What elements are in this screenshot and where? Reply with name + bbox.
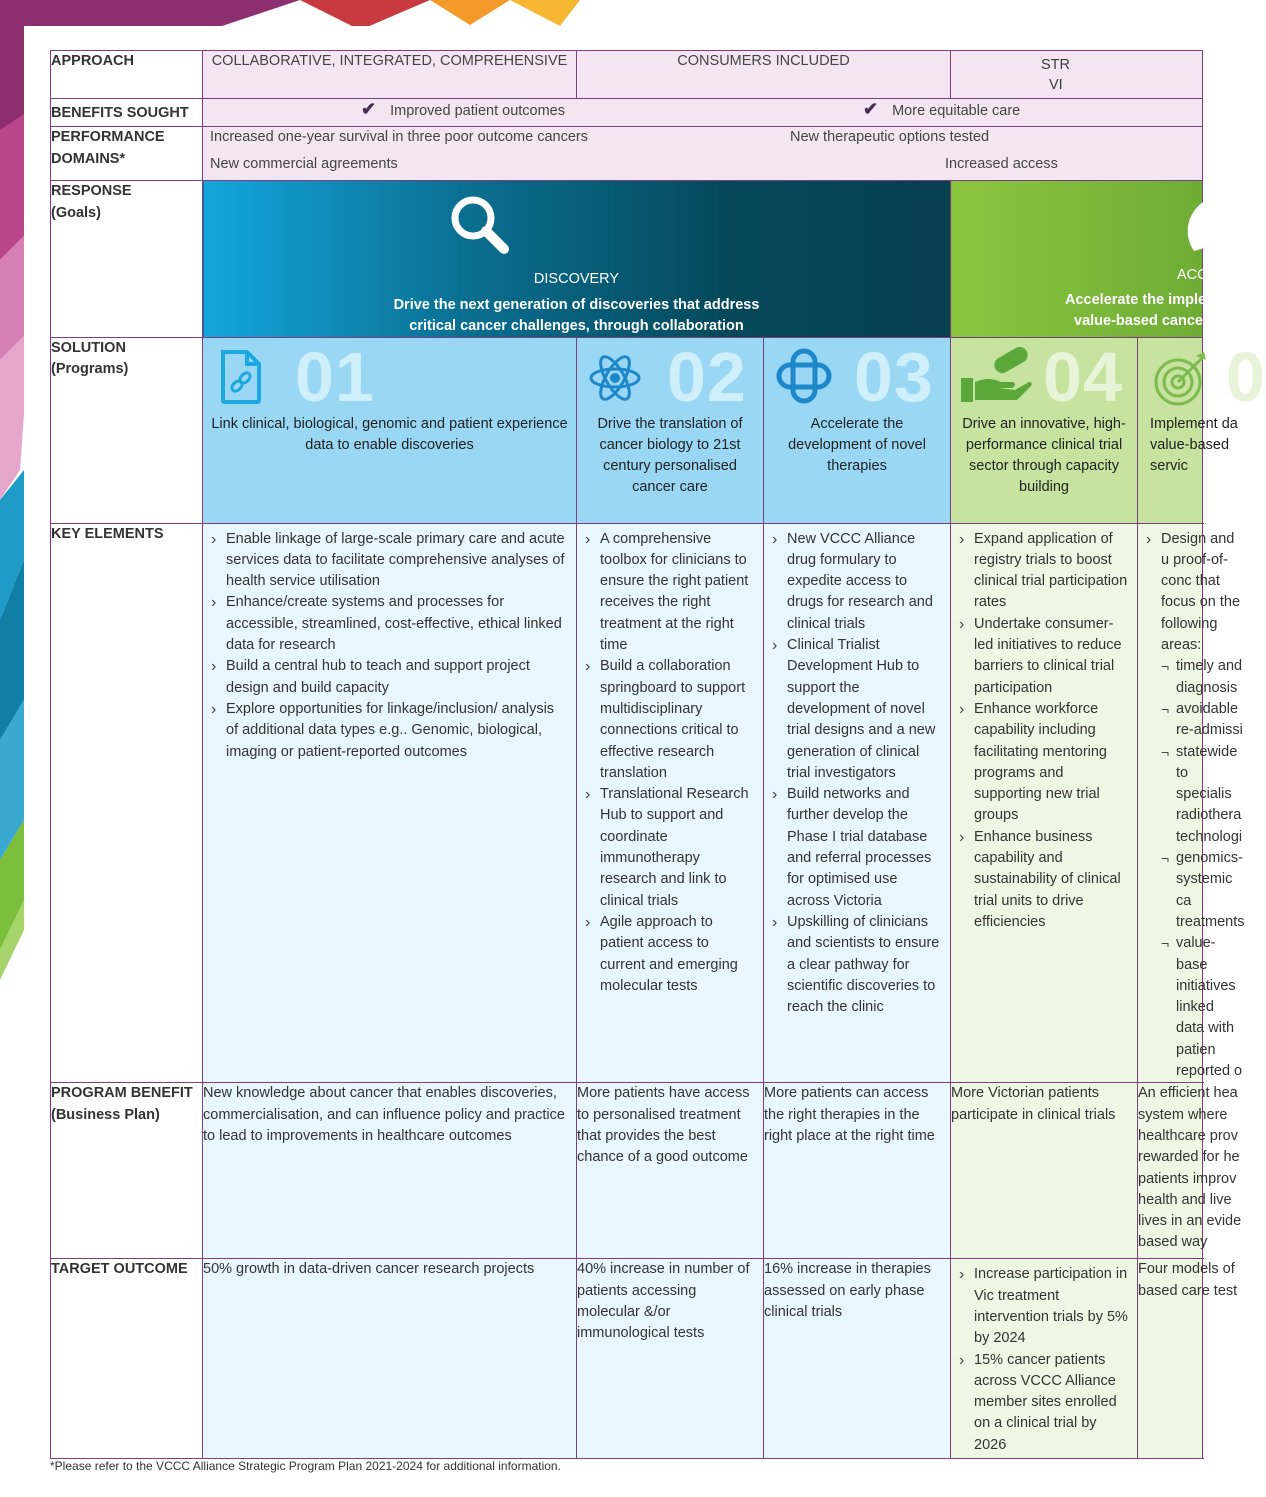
list-item: › Enable linkage of large-scale primary care and acute services data to facilitate comprehensive analyses of health service utilisation	[211, 529, 570, 593]
performance-item: New commercial agreements	[210, 156, 398, 173]
strategy-table	[50, 50, 1266, 1459]
program-benefit-cell: More Victorian patients participate in clinical trials	[951, 1083, 1138, 1259]
program-number: 04	[1043, 337, 1123, 416]
program-benefit-cell: More patients can access the right therapies in the right place at the right time	[764, 1083, 951, 1259]
performance-item: New therapeutic options tested	[790, 129, 990, 146]
document-link-icon	[217, 348, 265, 406]
list-item: › Enhance/create systems and processes for accessible, streamlined, cost-effective, ethical linked data for research	[211, 592, 570, 656]
list-item: › Enhance workforce capability including facilitating mentoring programs and supporting new trial groups	[959, 699, 1131, 827]
goal-text-line: critical cancer challenges, through collaboration	[409, 317, 744, 334]
list-item: › Enhance business capability and sustainability of clinical trial units to drive efficiencies	[959, 827, 1131, 933]
row-label-response: RESPONSE (Goals)	[51, 181, 203, 337]
program-text: Accelerate the development of novel therapies	[788, 415, 926, 475]
footnote: *Please refer to the VCCC Alliance Strategic Program Plan 2021-2024 for additional information.	[50, 1459, 561, 1473]
row-label-performance: PERFORMANCE DOMAINS*	[51, 127, 203, 181]
goal-discovery	[203, 181, 951, 337]
program-02	[577, 337, 764, 523]
program-05	[1138, 337, 1266, 523]
target-outcome-cell: 16% increase in therapies assessed on early phase clinical trials	[764, 1259, 951, 1459]
approach-collaborative: COLLABORATIVE, INTEGRATED, COMPREHENSIVE	[203, 51, 577, 99]
key-elements-col	[1138, 523, 1245, 1083]
approach-strategic: STR VI	[951, 51, 1203, 99]
goal-text-line: Accelerate the implementati	[1065, 292, 1258, 309]
sub-item: ¬ statewide to specialis radiothera technologi	[1161, 742, 1246, 848]
list-item: › Undertake consumer-led initiatives to reduce barriers to clinical trial participation	[959, 614, 1131, 699]
goal-text-line: value-based cancer care i	[1074, 313, 1251, 330]
magnifier-icon	[446, 191, 514, 259]
program-text: Implement da value-based servic	[1150, 415, 1238, 475]
program-01	[203, 337, 577, 523]
program-text: Drive the translation of cancer biology to 21st century personalised cancer care	[597, 415, 743, 496]
performance-item: Increased access	[945, 156, 1058, 173]
program-04	[951, 337, 1138, 523]
approach-consumers: CONSUMERS INCLUDED	[577, 51, 951, 99]
goal-accelerate	[951, 181, 1258, 337]
atom-icon	[587, 350, 643, 406]
performance-cell	[203, 127, 1203, 181]
program-number: 02	[667, 337, 747, 416]
program-03	[764, 337, 951, 523]
target-outcome-cell: 40% increase in number of patients accessing molecular &/or immunological tests	[577, 1259, 764, 1459]
target-outcome-cell: 50% growth in data-driven cancer research projects	[203, 1259, 577, 1459]
goal-title: ACCELERA	[1177, 267, 1256, 284]
target-outcome-row	[51, 1259, 1203, 1459]
row-label-key-elements: KEY ELEMENTS	[51, 523, 203, 1083]
key-elements-col	[951, 523, 1138, 1083]
benefit-item: ✔ More equitable care	[863, 99, 1021, 119]
programs-row	[51, 337, 1203, 523]
list-item: › Translational Research Hub to support and coordinate immunotherapy research and link to clinical trials	[585, 784, 757, 912]
check-icon: ✔	[361, 99, 377, 119]
row-label-solution: SOLUTION (Programs)	[51, 337, 203, 523]
list-item: › Build networks and further develop the Phase I trial database and referral processes for optimised use across Victoria	[772, 784, 944, 912]
performance-row	[51, 127, 1203, 181]
sub-item: ¬ genomics- systemic ca treatments	[1161, 848, 1246, 933]
list-item: › Build a collaboration springboard to support multidisciplinary connections critical to effective research translation	[585, 656, 757, 784]
list-item: › Explore opportunities for linkage/inclusion/ analysis of additional data types e.g.. Genomic, biological, imaging or patient-reported outcomes	[211, 699, 570, 763]
sub-item: ¬ timely and diagnosis	[1161, 656, 1246, 699]
sub-item: ¬ avoidable re-admissi	[1161, 699, 1246, 742]
program-benefit-cell: An efficient hea system where healthcare prov rewarded for he patients improv health and live lives in an evide based way	[1138, 1083, 1203, 1259]
program-text: Link clinical, biological, genomic and patient experience data to enable discoveries	[211, 415, 568, 453]
target-outcome-cell: Four models of based care test	[1138, 1259, 1203, 1459]
goal-text-line: Drive the next generation of discoveries that address	[393, 296, 760, 313]
program-number: 0	[1226, 337, 1266, 416]
benefits-cell	[203, 99, 1203, 127]
list-item: › 15% cancer patients across VCCC Alliance member sites enrolled on a clinical trial by 2026	[959, 1350, 1131, 1456]
key-elements-row	[51, 523, 1203, 1083]
list-item: › Clinical Trialist Development Hub to support the development of novel trial designs and a new generation of clinical trial investigators	[772, 635, 944, 784]
list-item: › Expand application of registry trials to boost clinical trial participation rates	[959, 529, 1131, 614]
key-elements-col	[577, 523, 764, 1083]
key-elements-col	[764, 523, 951, 1083]
program-number: 03	[854, 337, 934, 416]
program-benefit-row	[51, 1083, 1203, 1259]
target-outcome-cell	[951, 1259, 1138, 1459]
list-item: › Agile approach to patient access to current and emerging molecular tests	[585, 912, 757, 997]
list-item: › Increase participation in Vic treatment intervention trials by 5% by 2024	[959, 1264, 1131, 1349]
check-icon: ✔	[863, 99, 879, 119]
row-label-target-outcome: TARGET OUTCOME	[51, 1259, 203, 1459]
hand-pill-icon	[959, 348, 1035, 408]
list-item: › Upskilling of clinicians and scientists to ensure a clear pathway for scientific discoveries to reach the clinic	[772, 912, 944, 1018]
list-item: › New VCCC Alliance drug formulary to expedite access to drugs for research and clinical trials	[772, 529, 944, 635]
goal-title: DISCOVERY	[533, 271, 620, 288]
sub-item: ¬ value-base initiatives linked data with patien reported o	[1161, 933, 1246, 1082]
pill-icon	[776, 348, 832, 404]
goals-row	[51, 181, 1203, 337]
key-elements-col	[203, 523, 577, 1083]
target-icon	[1152, 350, 1210, 408]
program-number: 01	[295, 337, 375, 416]
program-benefit-cell: New knowledge about cancer that enables discoveries, commercialisation, and can influence policy and practice to lead to improvements in healthcare outcomes	[203, 1083, 577, 1259]
benefit-item: ✔ Improved patient outcomes	[361, 99, 565, 119]
approach-row	[51, 51, 1203, 99]
speedometer-icon	[1189, 189, 1259, 259]
row-label-program-benefit: PROGRAM BENEFIT (Business Plan)	[51, 1083, 203, 1259]
list-item: › Build a central hub to teach and support project design and build capacity	[211, 656, 570, 699]
benefits-row	[51, 99, 1203, 127]
row-label-benefits: BENEFITS SOUGHT	[51, 99, 203, 127]
list-item: › Design and u proof-of-conc that focus on the following areas: ¬ timely and diagnosis ¬ avoidable re-admissi ¬ statewide to specialis radiothera technologi ¬ genomics- systemic ca treatments ¬ value-base initiatives linked data with patien reported o	[1146, 529, 1246, 1083]
program-text: Drive an innovative, high-performance clinical trial sector through capacity building	[962, 415, 1126, 496]
performance-item: Increased one-year survival in three poor outcome cancers	[210, 129, 588, 146]
row-label-approach: APPROACH	[51, 51, 203, 99]
program-benefit-cell: More patients have access to personalised treatment that provides the best chance of a good outcome	[577, 1083, 764, 1259]
list-item: › A comprehensive toolbox for clinicians to ensure the right patient receives the right treatment at the right time	[585, 529, 757, 657]
